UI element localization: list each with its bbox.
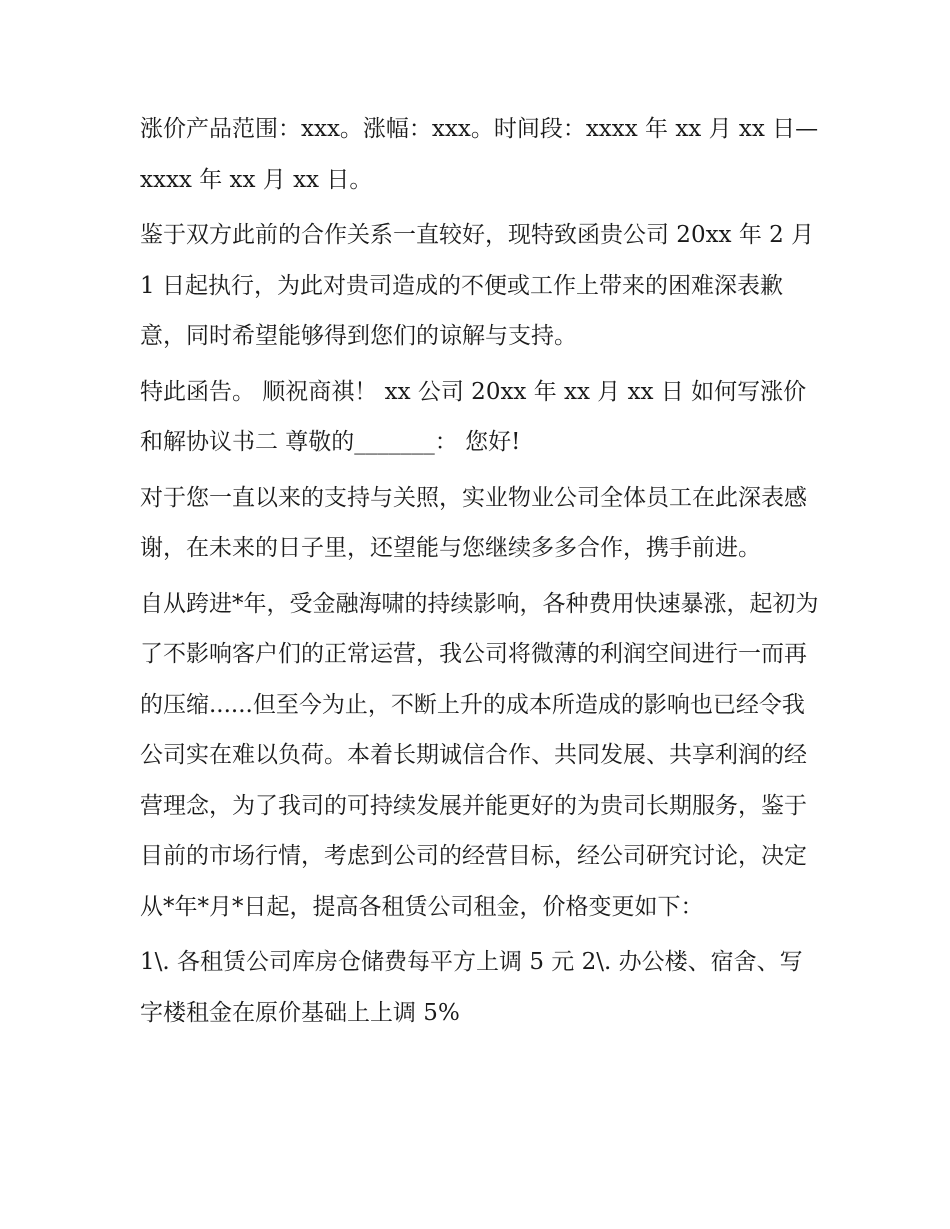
paragraph-price-scope: 涨价产品范围：xxx。涨幅：xxx。时间段：xxxx 年 xx 月 xx 日—xxxx 年 xx 月 xx 日。 <box>140 116 819 193</box>
paragraph-price-changes: 1\. 各租赁公司库房仓储费每平方上调 5 元 2\. 办公楼、宿舍、写字楼租金在原价基础上上调 5% <box>140 949 803 1026</box>
document-body <box>140 104 820 1043</box>
paragraph-rent-increase-reason: 自从跨进*年，受金融海啸的持续影响，各种费用快速暴涨，起初为了不影响客户们的正常运营，我公司将微薄的利润空间进行一而再的压缩......但至今为止，不断上升的成本所造成的影响也已经令我公司实在难以负荷。本着长期诚信合作、共同发展、共享利润的经营理念，为了我司的可持续发展并能更好的为贵司长期服务，鉴于目前的市场行情，考虑到公司的经营目标，经公司研究讨论，决定从*年*月*日起，提高各租赁公司租金，价格变更如下： <box>140 590 819 920</box>
paragraph-closing-and-greeting: 特此函告。 顺祝商祺！ xx 公司 20xx 年 xx 月 xx 日 如何写涨价和解协议书二 尊敬的_______： 您好! <box>140 378 807 455</box>
paragraph-thanks: 对于您一直以来的支持与关照，实业物业公司全体员工在此深表感谢，在未来的日子里，还望能与您继续多多合作，携手前进。 <box>140 484 807 561</box>
paragraph-cooperation-notice: 鉴于双方此前的合作关系一直较好，现特致函贵公司 20xx 年 2 月 1 日起执行，为此对贵司造成的不便或工作上带来的困难深表歉意，同时希望能够得到您们的谅解与支持。 <box>140 222 822 349</box>
